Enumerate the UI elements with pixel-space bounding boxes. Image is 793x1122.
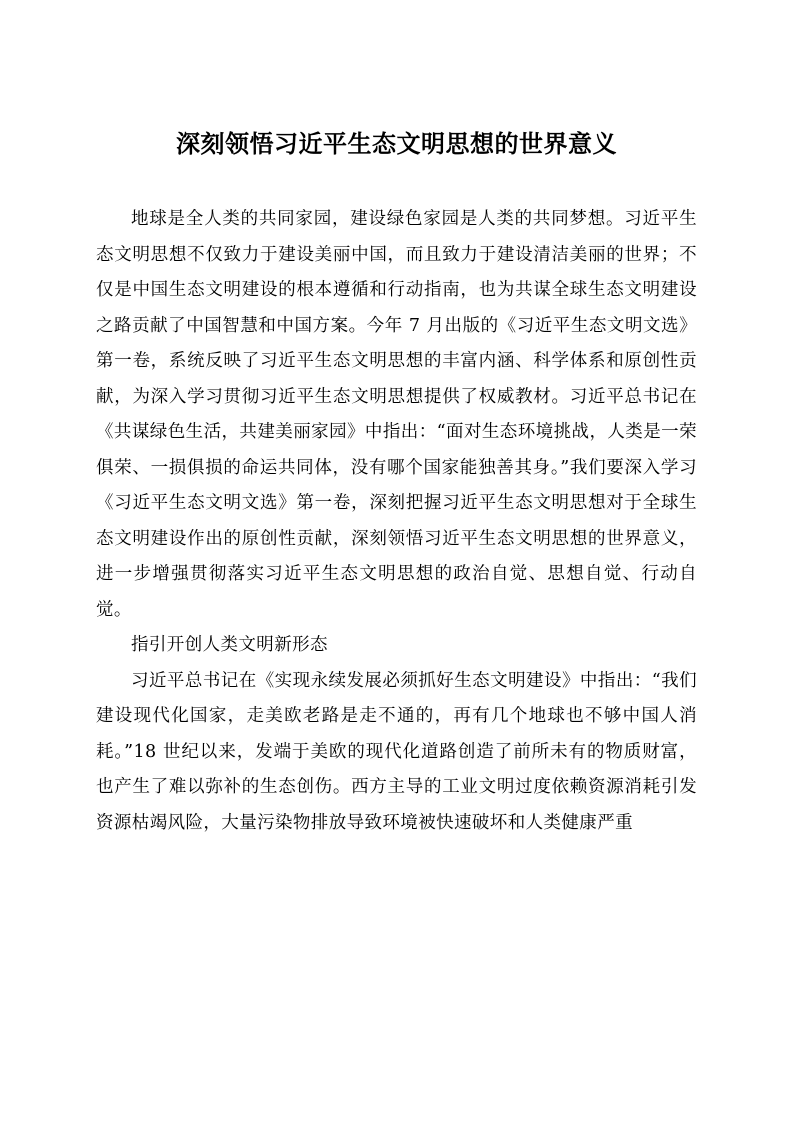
page-title: 深刻领悟习近平生态文明思想的世界意义 <box>176 130 617 158</box>
paragraph-3: 习近平总书记在《实现永续发展必须抓好生态文明建设》中指出：“我们建设现代化国家，走美欧老路是走不通的，再有几个地球也不够中国人消耗。”18 世纪以来，发端于美欧的现代化道路创造了前所未有的物质财富，也产生了难以弥补的生态创伤。西方主导的工业文明过度依赖资源消耗引发资源枯竭风险，大量污染物排放导致环境被快速破坏和人类健康严重 <box>96 670 697 833</box>
paragraph-2-subheading: 指引开创人类文明新形态 <box>131 635 328 656</box>
paragraph-1: 地球是全人类的共同家园，建设绿色家园是人类的共同梦想。习近平生态文明思想不仅致力于建设美丽中国，而且致力于建设清洁美丽的世界；不仅是中国生态文明建设的根本遵循和行动指南，也为共谋全球生态文明建设之路贡献了中国智慧和中国方案。今年 7 月出版的《习近平生态文明文选》第一卷，系统反映了习近平生态文明思想的丰富内涵、科学体系和原创性贡献，为深入学习贯彻习近平生态文明思想提供了权威教材。习近平总书记在《共谋绿色生活，共建美丽家园》中指出：“面对生态环境挑战，人类是一荣俱荣、一损俱损的命运共同体，没有哪个国家能独善其身。”我们要深入学习《习近平生态文明文选》第一卷，深刻把握习近平生态文明思想对于全球生态文明建设作出的原创性贡献，深刻领悟习近平生态文明思想的世界意义，进一步增强贯彻落实习近平生态文明思想的政治自觉、思想自觉、行动自觉。 <box>96 209 697 620</box>
document-body <box>96 202 697 841</box>
